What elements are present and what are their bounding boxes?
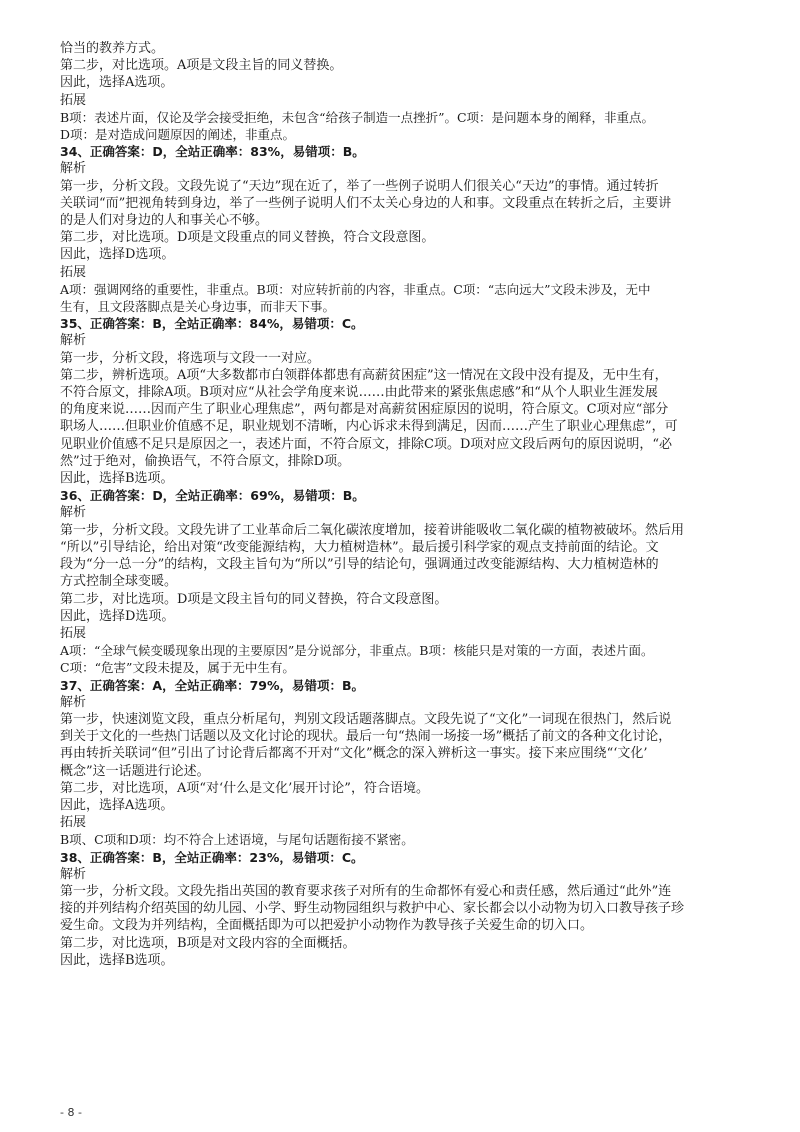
text-line: 关联词“而”把视角转到身边，举了一些例子说明人们不太关心身边的人和事。文段重点在转折之后，主要讲 [60, 195, 672, 211]
text-line: A项：“全球气候变暖现象出现的主要原因”是分说部分，非重点。B项：核能只是对策的一方面，表述片面。 [60, 643, 654, 659]
text-line: “所以”引导结论，给出对策“改变能源结构，大力植树造林”。最后援引科学家的观点支持前面的结论。文 [60, 539, 659, 555]
text-line: 因此，选择A选项。 [60, 797, 174, 813]
section-label: 解析 [60, 694, 87, 710]
text-line: 第一步，分析文段。文段先说了“天边”现在近了，举了一些例子说明人们很关心“天边”的事情。通过转折 [60, 178, 659, 194]
section-label: 拓展 [60, 264, 87, 280]
text-line: 段为“分一总一分”的结构，文段主旨句为“所以”引导的结论句，强调通过改变能源结构、大力植树造林的 [60, 557, 659, 573]
text-line: 第一步，分析文段。文段先指出英国的教育要求孩子对所有的生命都怀有爱心和责任感，然后通过“此外”连 [60, 883, 672, 899]
text-line: 接的并列结构介绍英国的幼儿园、小学、野生动物园组织与救护中心、家长都会以小动物为切入口教导孩子珍 [60, 901, 685, 917]
text-line: 因此，选择D选项。 [60, 247, 175, 263]
text-line: 第一步，分析文段，将选项与文段一一对应。 [60, 350, 321, 366]
text-line: 第二步，对比选项，A项“对‘什么是文化’展开讨论”，符合语境。 [60, 780, 429, 796]
text-line: 第二步，对比选项。D项是文段重点的同义替换，符合文段意图。 [60, 230, 435, 246]
text-line: 因此，选择A选项。 [60, 75, 174, 91]
text-line: 再由转折关联词“但”引出了讨论背后都离不开对“文化”概念的深入辨析这一事实。接下来应围绕“‘文化’ [60, 746, 648, 762]
section-label: 拓展 [60, 625, 87, 641]
text-line: A项：强调网络的重要性，非重点。B项：对应转折前的内容，非重点。C项：“志向远大”文段未涉及，无中 [60, 281, 651, 297]
page-number: - 8 - [60, 1106, 82, 1119]
text-line: 第二步，对比选项。D项是文段主旨句的同义替换，符合文段意图。 [60, 591, 448, 607]
text-line: 方式控制全球变暖。 [60, 574, 178, 590]
answer-heading: 38、正确答案：B，全站正确率：23%，易错项：C。 [60, 849, 364, 865]
section-label: 解析 [60, 333, 87, 349]
text-line: C项：“危害”文段未提及，属于无中生有。 [60, 660, 295, 676]
answer-heading: 35、正确答案：B，全站正确率：84%，易错项：C。 [60, 316, 364, 332]
section-label: 解析 [60, 505, 87, 521]
text-line: 见职业价值感不足只是原因之一，表述片面，不符合原文，排除C项。D项对应文段后两句的原因说明，“必 [60, 436, 673, 452]
text-line: 第一步，快速浏览文段，重点分析尾句，判别文段话题落脚点。文段先说了“文化”一词现在很热门，然后说 [60, 711, 672, 727]
answer-heading: 36、正确答案：D，全站正确率：69%，易错项：B。 [60, 488, 365, 504]
text-line: 第二步，对比选项。A项是文段主旨的同义替换。 [60, 58, 343, 74]
section-label: 拓展 [60, 815, 87, 831]
text-line: 因此，选择D选项。 [60, 608, 175, 624]
text-line: 概念”这一话题进行论述。 [60, 763, 210, 779]
text-line: 然”过于绝对，偷换语气，不符合原文，排除D项。 [60, 453, 351, 469]
text-line: 的角度来说……因而产生了职业心理焦虑”，两句都是对高薪贫困症原因的说明，符合原文。C项对应“部分 [60, 402, 669, 418]
text-line: 到关于文化的一些热门话题以及文化讨论的现状。最后一句“热闹一场接一场”概括了前文的各种文化讨论， [60, 729, 672, 745]
section-label: 拓展 [60, 92, 87, 108]
text-line: 职场人……但职业价值感不足，职业规划不清晰，内心诉求未得到满足，因而……产生了职业心理焦虑”，可 [60, 419, 678, 435]
document-body [60, 40, 770, 969]
text-line: 生有，且文段落脚点是关心身边事，而非天下事。 [60, 299, 336, 315]
section-label: 解析 [60, 866, 87, 882]
text-line: 爱生命。文段为并列结构，全面概括即为可以把爱护小动物作为教导孩子关爱生命的切入口。 [60, 918, 594, 934]
answer-heading: 34、正确答案：D，全站正确率：83%，易错项：B。 [60, 144, 365, 160]
text-line: 不符合原文，排除A项。B项对应“从社会学角度来说……由此带来的紧张焦虑感”和“从个人职业生涯发展 [60, 385, 658, 401]
answer-heading: 37、正确答案：A，全站正确率：79%，易错项：B。 [60, 677, 365, 693]
text-line: D项：是对造成问题原因的阐述，非重点。 [60, 127, 296, 143]
text-line: 第二步，对比选项，B项是对文段内容的全面概括。 [60, 935, 356, 951]
text-line: 恰当的教养方式。 [60, 41, 165, 56]
text-line: 第二步，辨析选项。A项“大多数都市白领群体都患有高薪贫困症”这一情况在文段中没有提及，无中生有， [60, 367, 668, 383]
section-label: 解析 [60, 161, 87, 177]
text-line: 因此，选择B选项。 [60, 952, 174, 968]
text-line: 的是人们对身边的人和事关心不够。 [60, 213, 269, 229]
text-line: 因此，选择B选项。 [60, 471, 174, 487]
text-line: 第一步，分析文段。文段先讲了工业革命后二氧化碳浓度增加，接着讲能吸收二氧化碳的植物被破坏。然后用 [60, 522, 685, 538]
text-line: B项：表述片面，仅论及学会接受拒绝，未包含“给孩子制造一点挫折”。C项：是问题本身的阐释，非重点。 [60, 109, 655, 125]
text-line: B项、C项和D项：均不符合上述语境，与尾句话题衔接不紧密。 [60, 832, 414, 848]
